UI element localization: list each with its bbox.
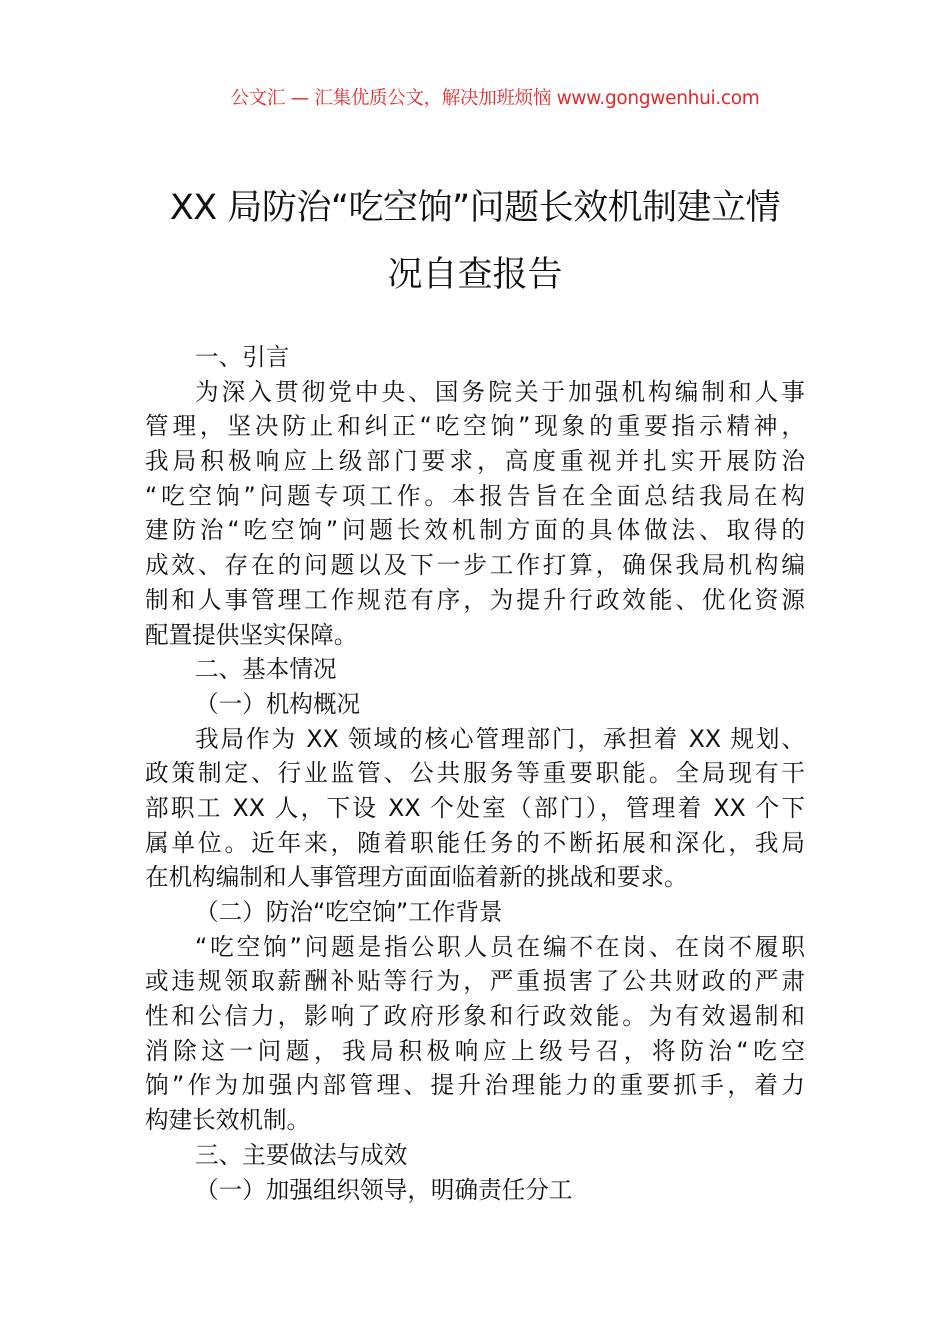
section-heading (145, 652, 805, 687)
paragraph (145, 722, 805, 895)
text-line: （一）加强组织领导，明确责任分工 (195, 1175, 573, 1204)
text-line: 制和人事管理工作规范有序，为提升行政效能、优化资源 (145, 585, 805, 614)
text-line: 或违规领取薪酬补贴等行为，严重损害了公共财政的严肃 (145, 967, 805, 996)
text-line: （一）机构概况 (195, 689, 361, 718)
text-line: （二）防治“吃空饷”工作背景 (195, 898, 503, 926)
section-heading (145, 687, 805, 722)
text-line: 部职工 XX 人，下设 XX 个处室（部门），管理着 XX 个下 (145, 793, 805, 822)
text-line: 我局作为 XX 领域的核心管理部门，承担着 XX 规划、 (195, 724, 805, 753)
paragraph (145, 375, 805, 653)
text-line: “吃空饷”问题是指公职人员在编不在岗、在岗不履职 (195, 932, 805, 961)
document-title-line-2: 况自查报告 (387, 255, 563, 295)
text-line: 在机构编制和人事管理方面面临着新的挑战和要求。 (145, 863, 688, 892)
text-line: 属单位。近年来，随着职能任务的不断拓展和深化，我局 (145, 828, 805, 857)
paragraph (145, 930, 805, 1138)
text-line: 配置提供坚实保障。 (145, 620, 358, 649)
text-line: 政策制定、行业监管、公共服务等重要职能。全局现有干 (145, 759, 805, 788)
section-heading (145, 1138, 805, 1173)
section-heading (145, 340, 805, 375)
text-line: 我局积极响应上级部门要求，高度重视并扎实开展防治 (145, 447, 805, 476)
document-title-line-1: XX 局防治“吃空饷”问题长效机制建立情 (169, 188, 781, 228)
text-line: 性和公信力，影响了政府形象和行政效能。为有效遏制和 (145, 1002, 805, 1031)
section-heading (145, 1173, 805, 1208)
section-heading (145, 895, 805, 930)
text-line: 饷”作为加强内部管理、提升治理能力的重要抓手，着力 (145, 1071, 805, 1100)
text-line: 一、引言 (195, 343, 290, 371)
text-line: 二、基本情况 (195, 655, 337, 684)
text-line: 建防治“吃空饷”问题长效机制方面的具体做法、取得的 (145, 516, 805, 545)
text-line: 为深入贯彻党中央、国务院关于加强机构编制和人事 (195, 377, 805, 406)
text-line: 三、主要做法与成效 (195, 1140, 408, 1169)
document-body (145, 340, 805, 1207)
text-line: 管理，坚决防止和纠正“吃空饷”现象的重要指示精神， (145, 412, 805, 441)
text-line: 消除这一问题，我局积极响应上级号召，将防治“吃空 (145, 1036, 805, 1065)
text-line: “吃空饷”问题专项工作。本报告旨在全面总结我局在构 (145, 481, 805, 510)
text-line: 构建长效机制。 (145, 1106, 311, 1135)
watermark-header: 公文汇 — 汇集优质公文，解决加班烦恼 www.gongwenhui.com (230, 88, 760, 109)
text-line: 成效、存在的问题以及下一步工作打算，确保我局机构编 (145, 551, 805, 580)
